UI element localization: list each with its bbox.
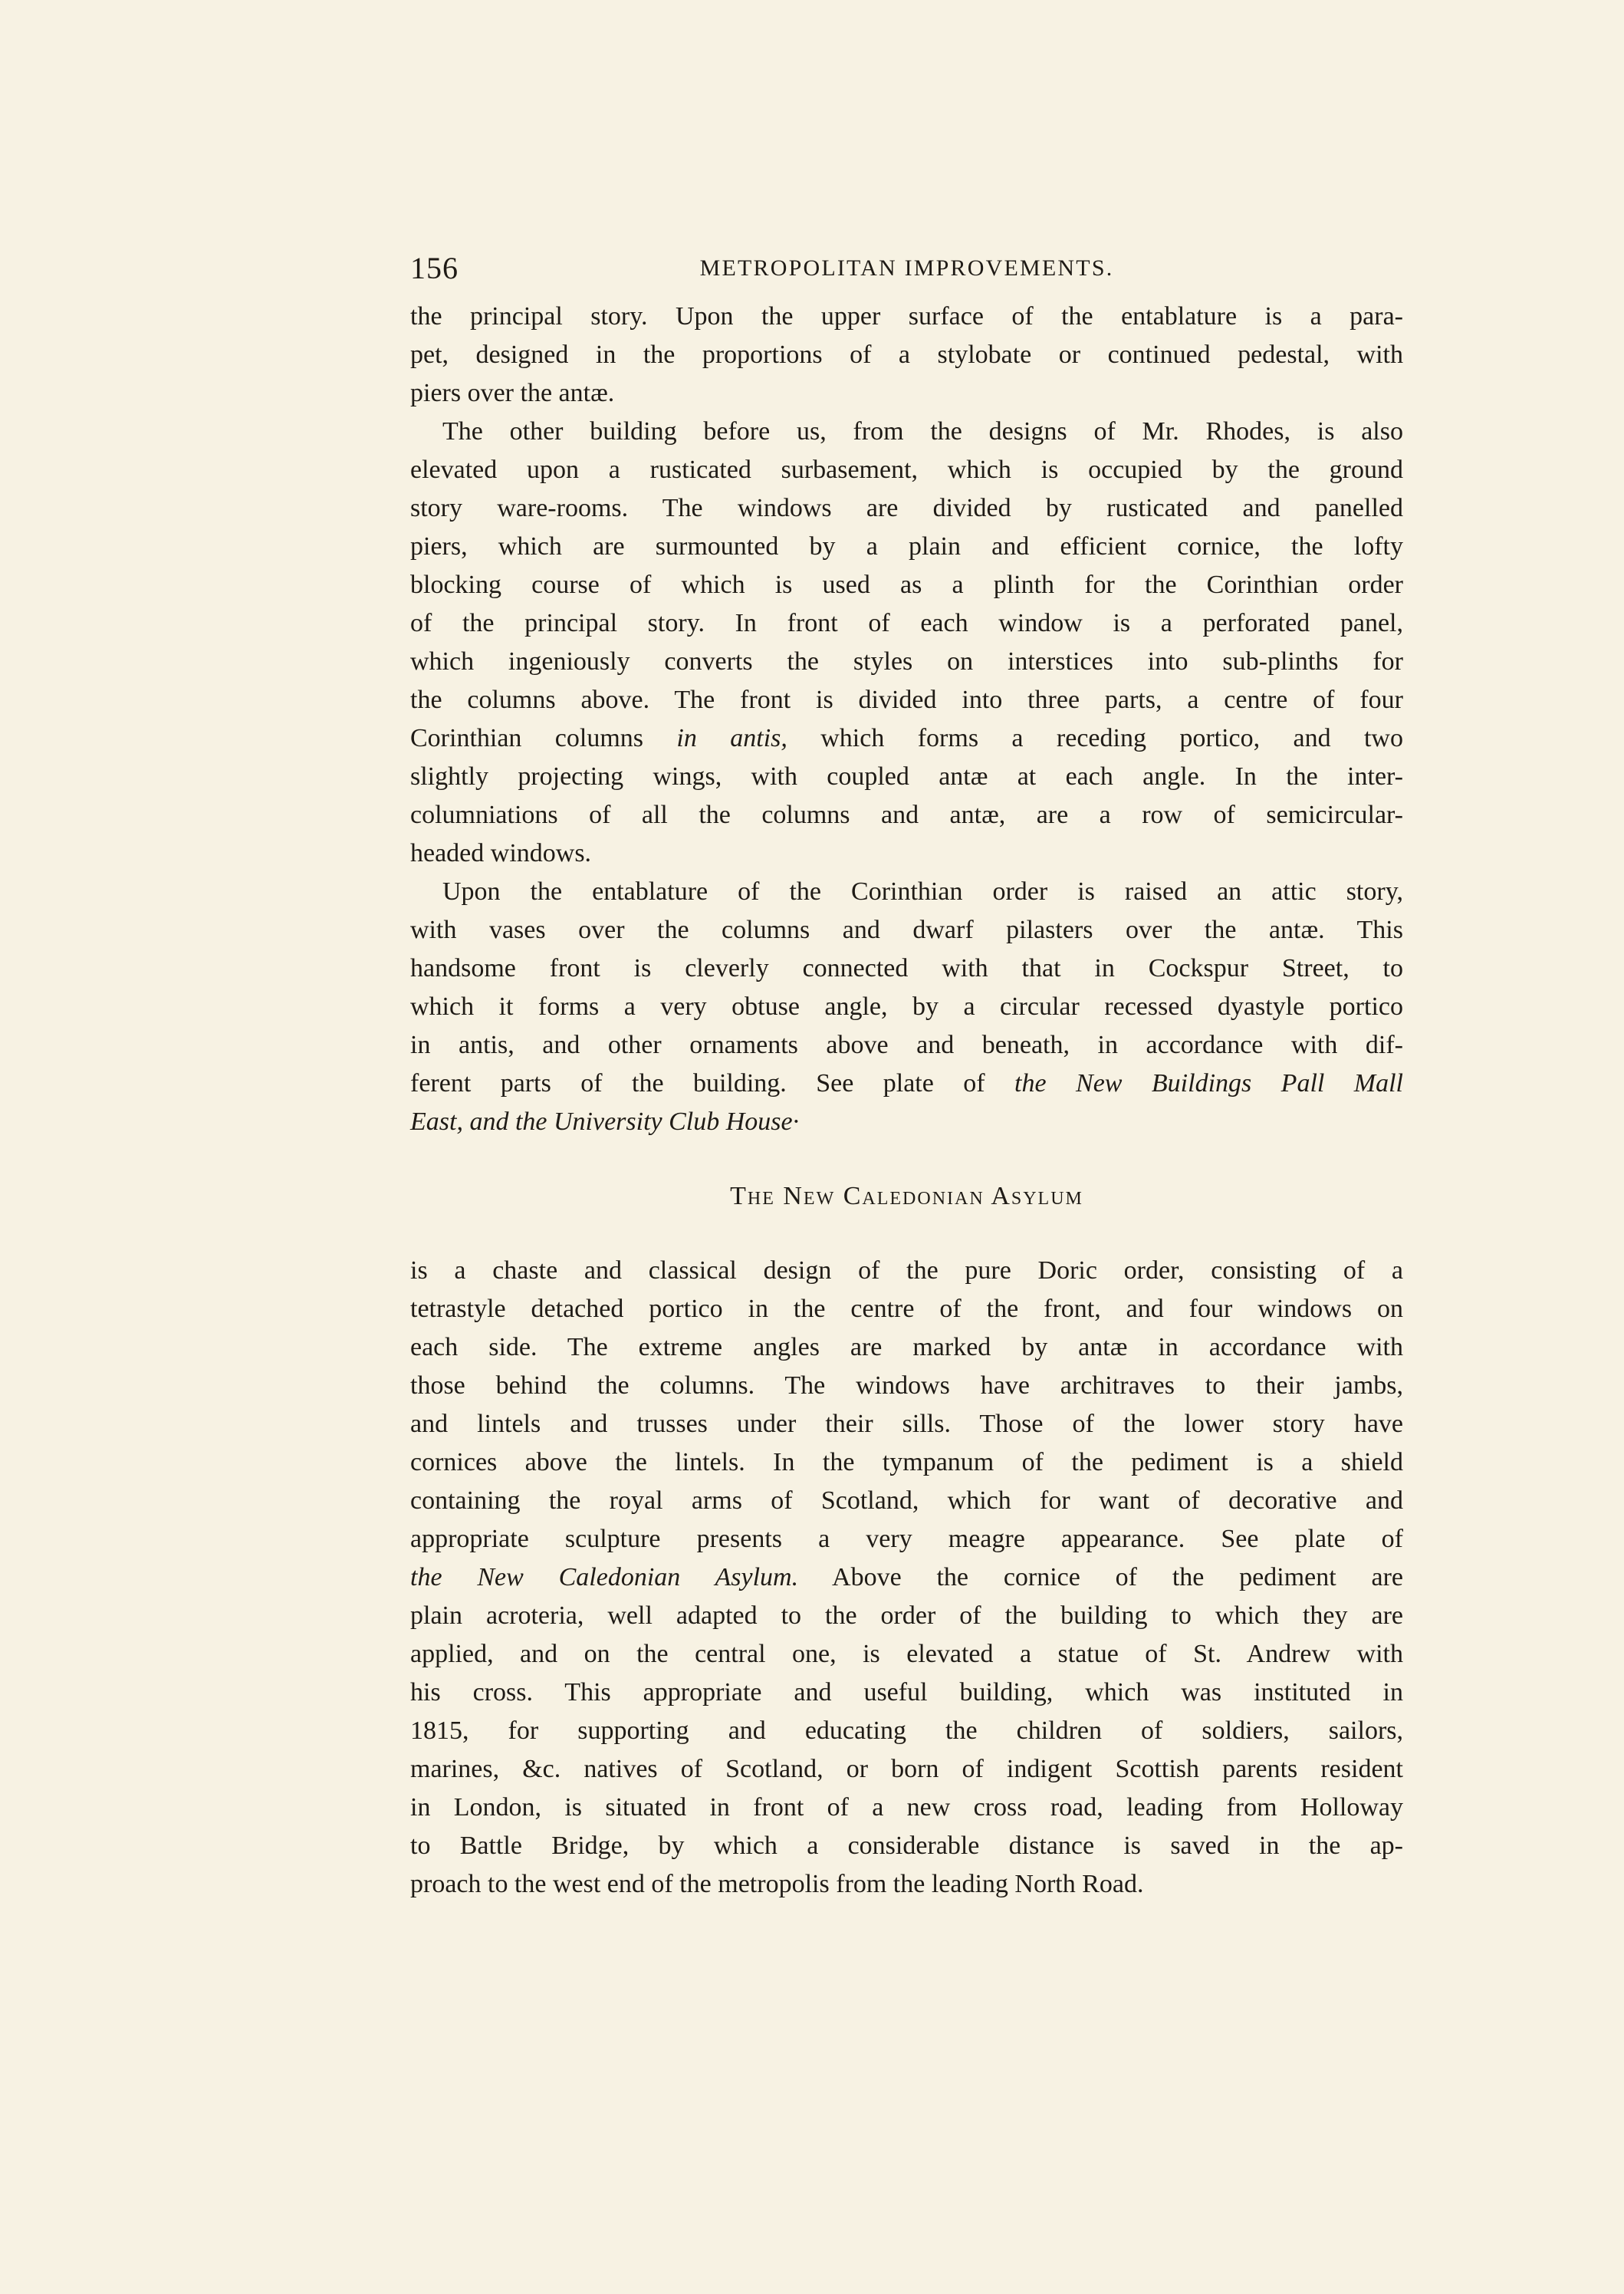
text-line: which it forms a very obtuse angle, by a circular recessed dyastyle portico: [410, 992, 1403, 1021]
running-title: METROPOLITAN IMPROVEMENTS.: [699, 255, 1114, 281]
text-line: the principal story. Upon the upper surface of the entablature is a para-: [410, 302, 1403, 331]
text-line: slightly projecting wings, with coupled antæ at each angle. In the inter-: [410, 762, 1403, 791]
paragraph-start-line: The other building before us, from the designs of Mr. Rhodes, is also: [442, 417, 1403, 446]
text-line: piers, which are surmounted by a plain and efficient cornice, the lofty: [410, 532, 1403, 561]
text-line: [410, 1065, 1403, 1103]
text-line: plain acroteria, well adapted to the order of the building to which they are: [410, 1601, 1403, 1630]
text-line: blocking course of which is used as a plinth for the Corinthian order: [410, 571, 1403, 599]
text-line: [410, 1103, 1403, 1141]
text-line: of the principal story. In front of each window is a perforated panel,: [410, 609, 1403, 637]
text-line: the columns above. The front is divided into three parts, a centre of four: [410, 686, 1403, 714]
text-line: marines, &c. natives of Scotland, or born of indigent Scottish parents resident: [410, 1755, 1403, 1783]
body-text-top: [410, 298, 1403, 1141]
text-line: 1815, for supporting and educating the children of soldiers, sailors,: [410, 1716, 1403, 1745]
text-line: in antis, and other ornaments above and beneath, in accordance with dif-: [410, 1031, 1403, 1059]
body-text-bottom: [410, 1252, 1403, 1904]
text-line: applied, and on the central one, is elevated a statue of St. Andrew with: [410, 1640, 1403, 1668]
text-line: which ingeniously converts the styles on interstices into sub-plinths for: [410, 647, 1403, 676]
text-line: in London, is situated in front of a new cross road, leading from Holloway: [410, 1793, 1403, 1822]
paragraph-start-line: Upon the entablature of the Corinthian order is raised an attic story,: [442, 877, 1403, 906]
italic-phrase: in antis,: [676, 724, 787, 752]
text-line: [410, 719, 1403, 758]
text-segment: which forms a receding portico, and two: [787, 724, 1403, 752]
text-segment: Corinthian columns: [410, 724, 677, 752]
italic-phrase: East, and the University Club House·: [410, 1108, 800, 1136]
text-line: handsome front is cleverly connected with that in Cockspur Street, to: [410, 954, 1403, 982]
text-line: appropriate sculpture presents a very meagre appearance. See plate of: [410, 1525, 1403, 1553]
text-line: proach to the west end of the metropolis from the leading North Road.: [410, 1870, 1144, 1898]
text-line: headed windows.: [410, 839, 592, 867]
page-number: 156: [410, 251, 459, 285]
text-segment: Above the cornice of the pediment are: [798, 1563, 1404, 1591]
text-line: containing the royal arms of Scotland, which for want of decorative and: [410, 1486, 1403, 1515]
text-line: tetrastyle detached portico in the centre of the front, and four windows on: [410, 1295, 1403, 1323]
italic-phrase: the New Caledonian Asylum.: [410, 1563, 799, 1591]
text-line: each side. The extreme angles are marked by antæ in accordance with: [410, 1333, 1403, 1361]
text-line: piers over the antæ.: [410, 379, 615, 407]
page-header: [410, 249, 1403, 288]
text-segment: ferent parts of the building. See plate of: [410, 1069, 1015, 1098]
text-line: his cross. This appropriate and useful building, which was instituted in: [410, 1678, 1403, 1707]
text-line: and lintels and trusses under their sills. Those of the lower story have: [410, 1410, 1403, 1438]
text-line: is a chaste and classical design of the pure Doric order, consisting of a: [410, 1256, 1403, 1285]
text-line: those behind the columns. The windows have architraves to their jambs,: [410, 1371, 1403, 1400]
text-line: to Battle Bridge, by which a considerable distance is saved in the ap-: [410, 1832, 1403, 1860]
section-heading: The New Caledonian Asylum: [730, 1182, 1083, 1210]
italic-phrase: the New Buildings Pall Mall: [1014, 1069, 1403, 1098]
text-line: [410, 1558, 1403, 1597]
text-line: elevated upon a rusticated surbasement, which is occupied by the ground: [410, 456, 1403, 484]
text-line: pet, designed in the proportions of a stylobate or continued pedestal, with: [410, 341, 1403, 369]
text-line: story ware-rooms. The windows are divided by rusticated and panelled: [410, 494, 1403, 522]
text-line: cornices above the lintels. In the tympanum of the pediment is a shield: [410, 1448, 1403, 1476]
text-line: with vases over the columns and dwarf pilasters over the antæ. This: [410, 916, 1403, 944]
text-line: columniations of all the columns and antæ, are a row of semicircular-: [410, 801, 1403, 829]
